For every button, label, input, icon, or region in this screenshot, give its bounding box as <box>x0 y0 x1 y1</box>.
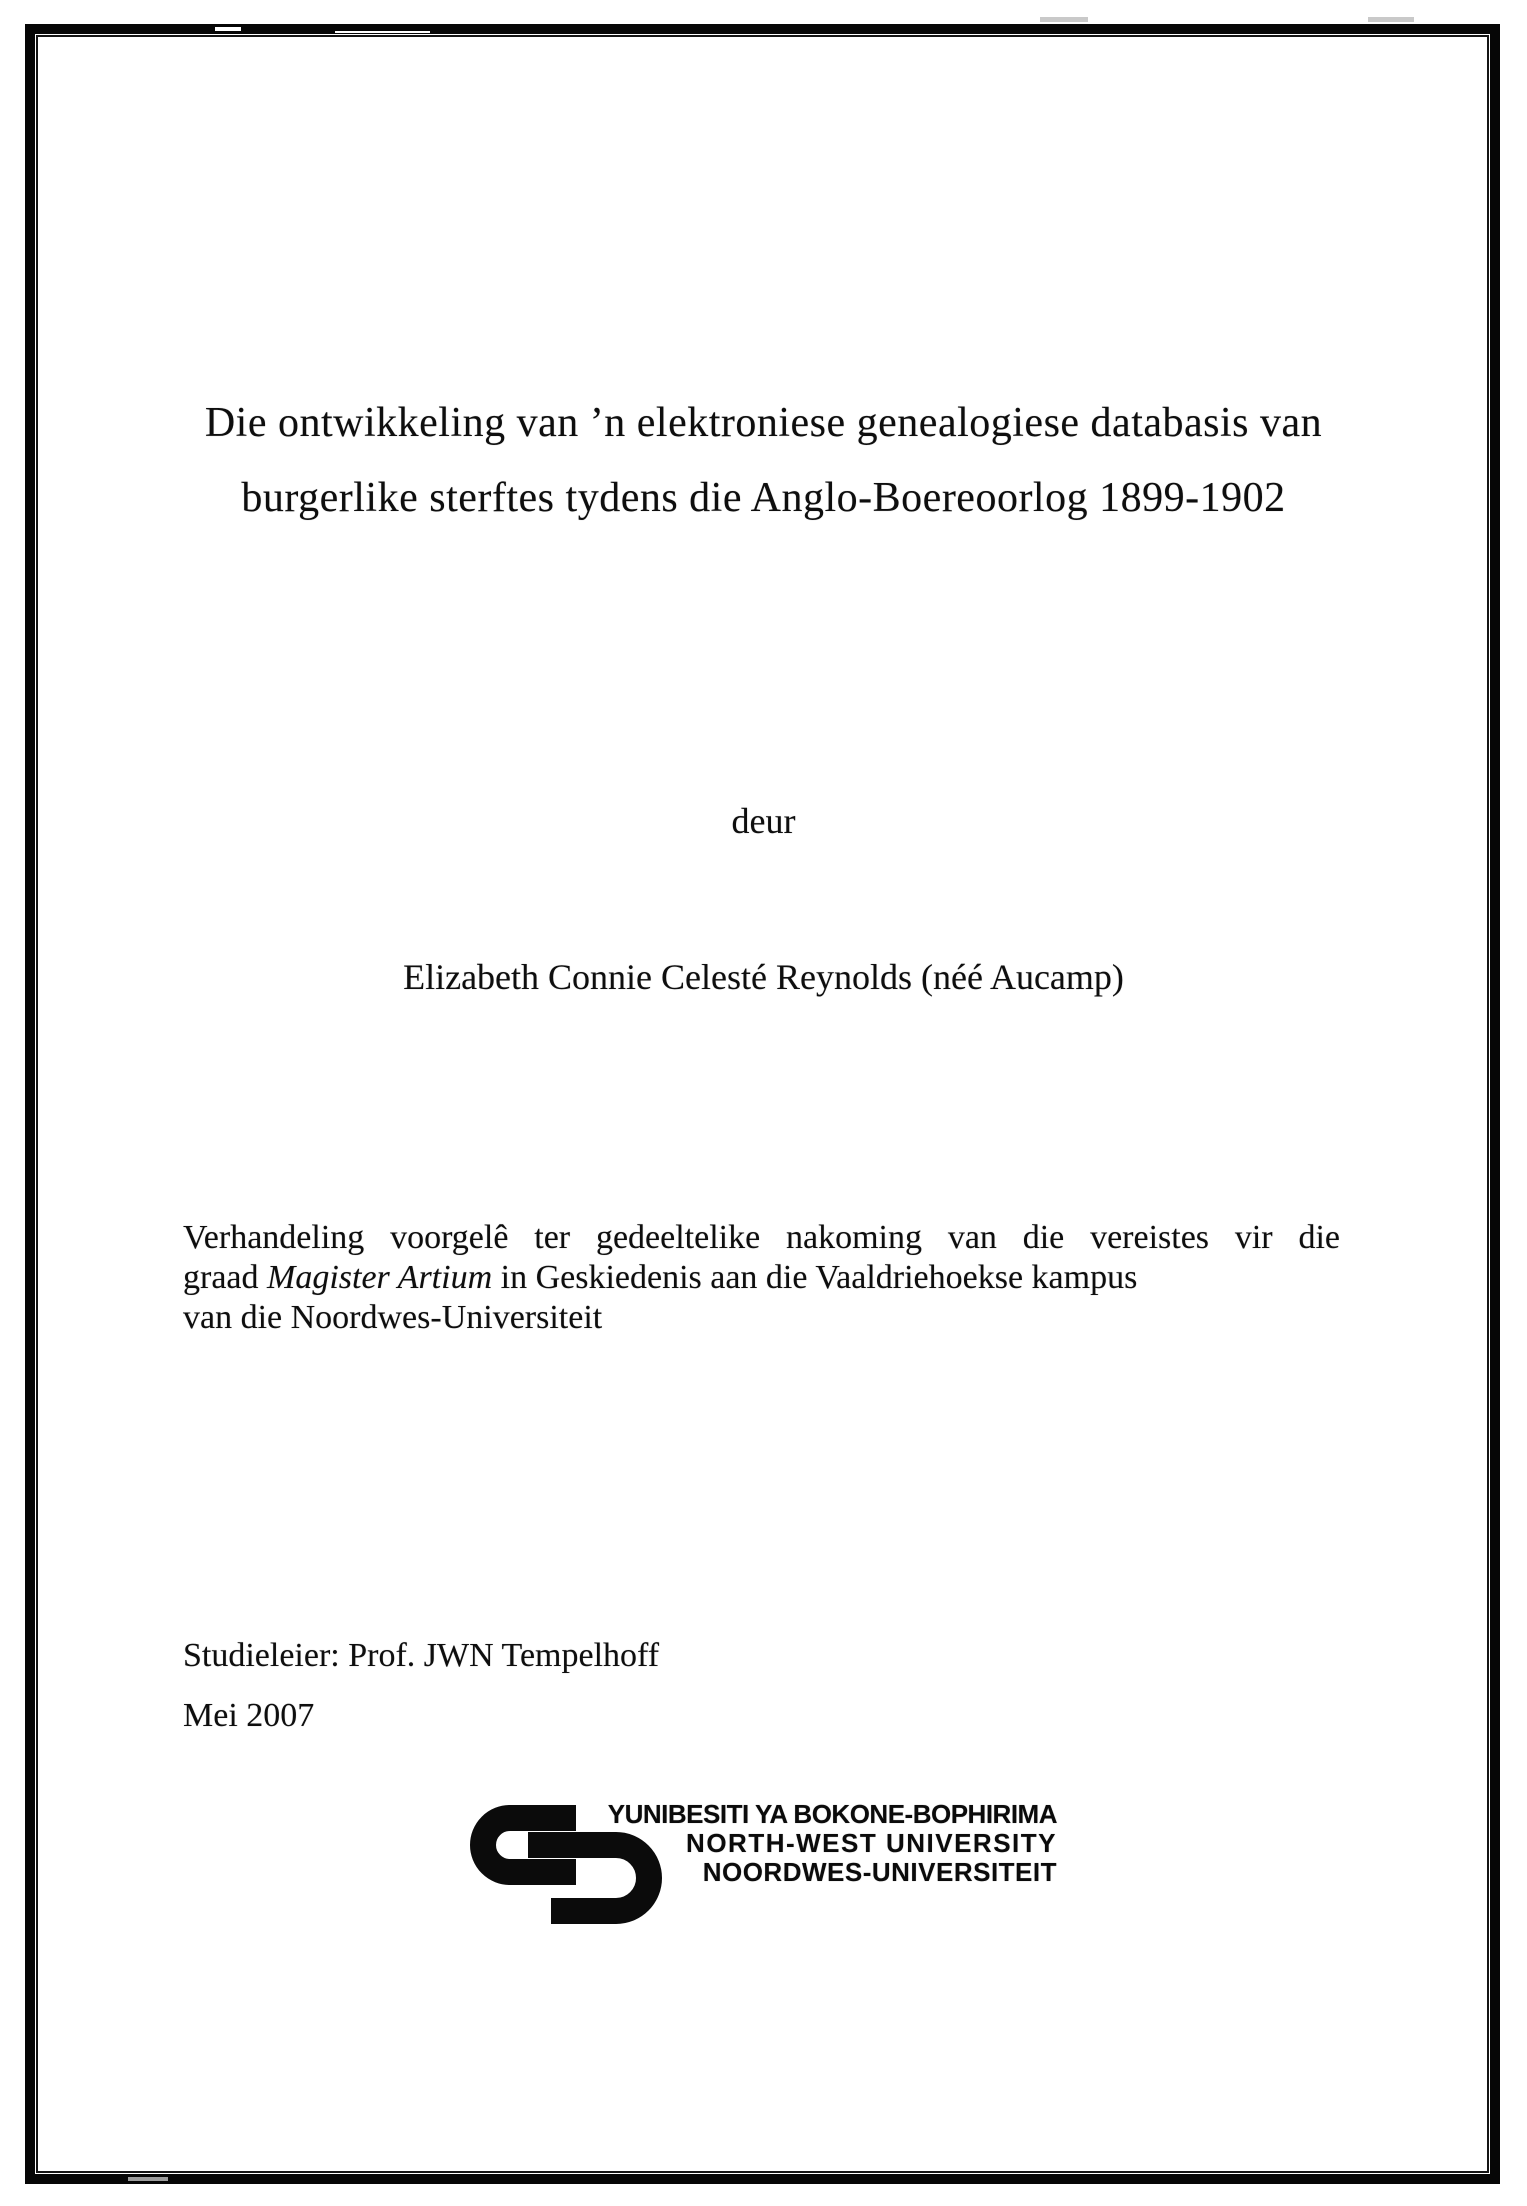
author-name: Elizabeth Connie Celesté Reynolds (néé Aucamp) <box>403 957 1124 997</box>
thesis-title-line2: burgerlike sterftes tydens die Anglo-Boereoorlog 1899-1902 <box>241 475 1286 521</box>
degree-statement-line1: Verhandeling voorgelê ter gedeeltelike nakoming van die vereistes vir die <box>183 1219 1340 1256</box>
scan-artifact <box>1368 17 1414 22</box>
degree-statement-line2 <box>183 1258 1340 1298</box>
logo-wordmark-line3: NOORDWES-UNIVERSITEIT <box>702 1857 1057 1887</box>
byline-deur: deur <box>731 801 796 841</box>
scan-artifact <box>335 31 430 33</box>
logo-wordmark-line2: NORTH-WEST UNIVERSITY <box>686 1828 1057 1858</box>
logo-wordmark <box>557 1800 1057 1887</box>
scan-artifact <box>215 27 241 31</box>
logo-wordmark-line1: YUNIBESITI YA BOKONE-BOPHIRIMA <box>607 1799 1057 1829</box>
date-line: Mei 2007 <box>183 1697 315 1734</box>
degree-name-italic: Magister Artium <box>267 1259 493 1296</box>
thesis-title-line1: Die ontwikkeling van ’n elektroniese genealogiese databasis van <box>204 400 1323 446</box>
scan-artifact <box>128 2177 168 2181</box>
supervisor-line: Studieleier: Prof. JWN Tempelhoff <box>183 1637 660 1674</box>
scan-artifact <box>1040 17 1088 22</box>
degree-statement-line3: van die Noordwes-Universiteit <box>183 1299 603 1336</box>
degree-statement-line2-prefix: graad <box>183 1259 268 1296</box>
degree-statement-line2-suffix: in Geskiedenis aan die Vaaldriehoekse kampus <box>492 1259 1138 1296</box>
thesis-title <box>90 386 1437 536</box>
degree-statement <box>183 1218 1340 1338</box>
